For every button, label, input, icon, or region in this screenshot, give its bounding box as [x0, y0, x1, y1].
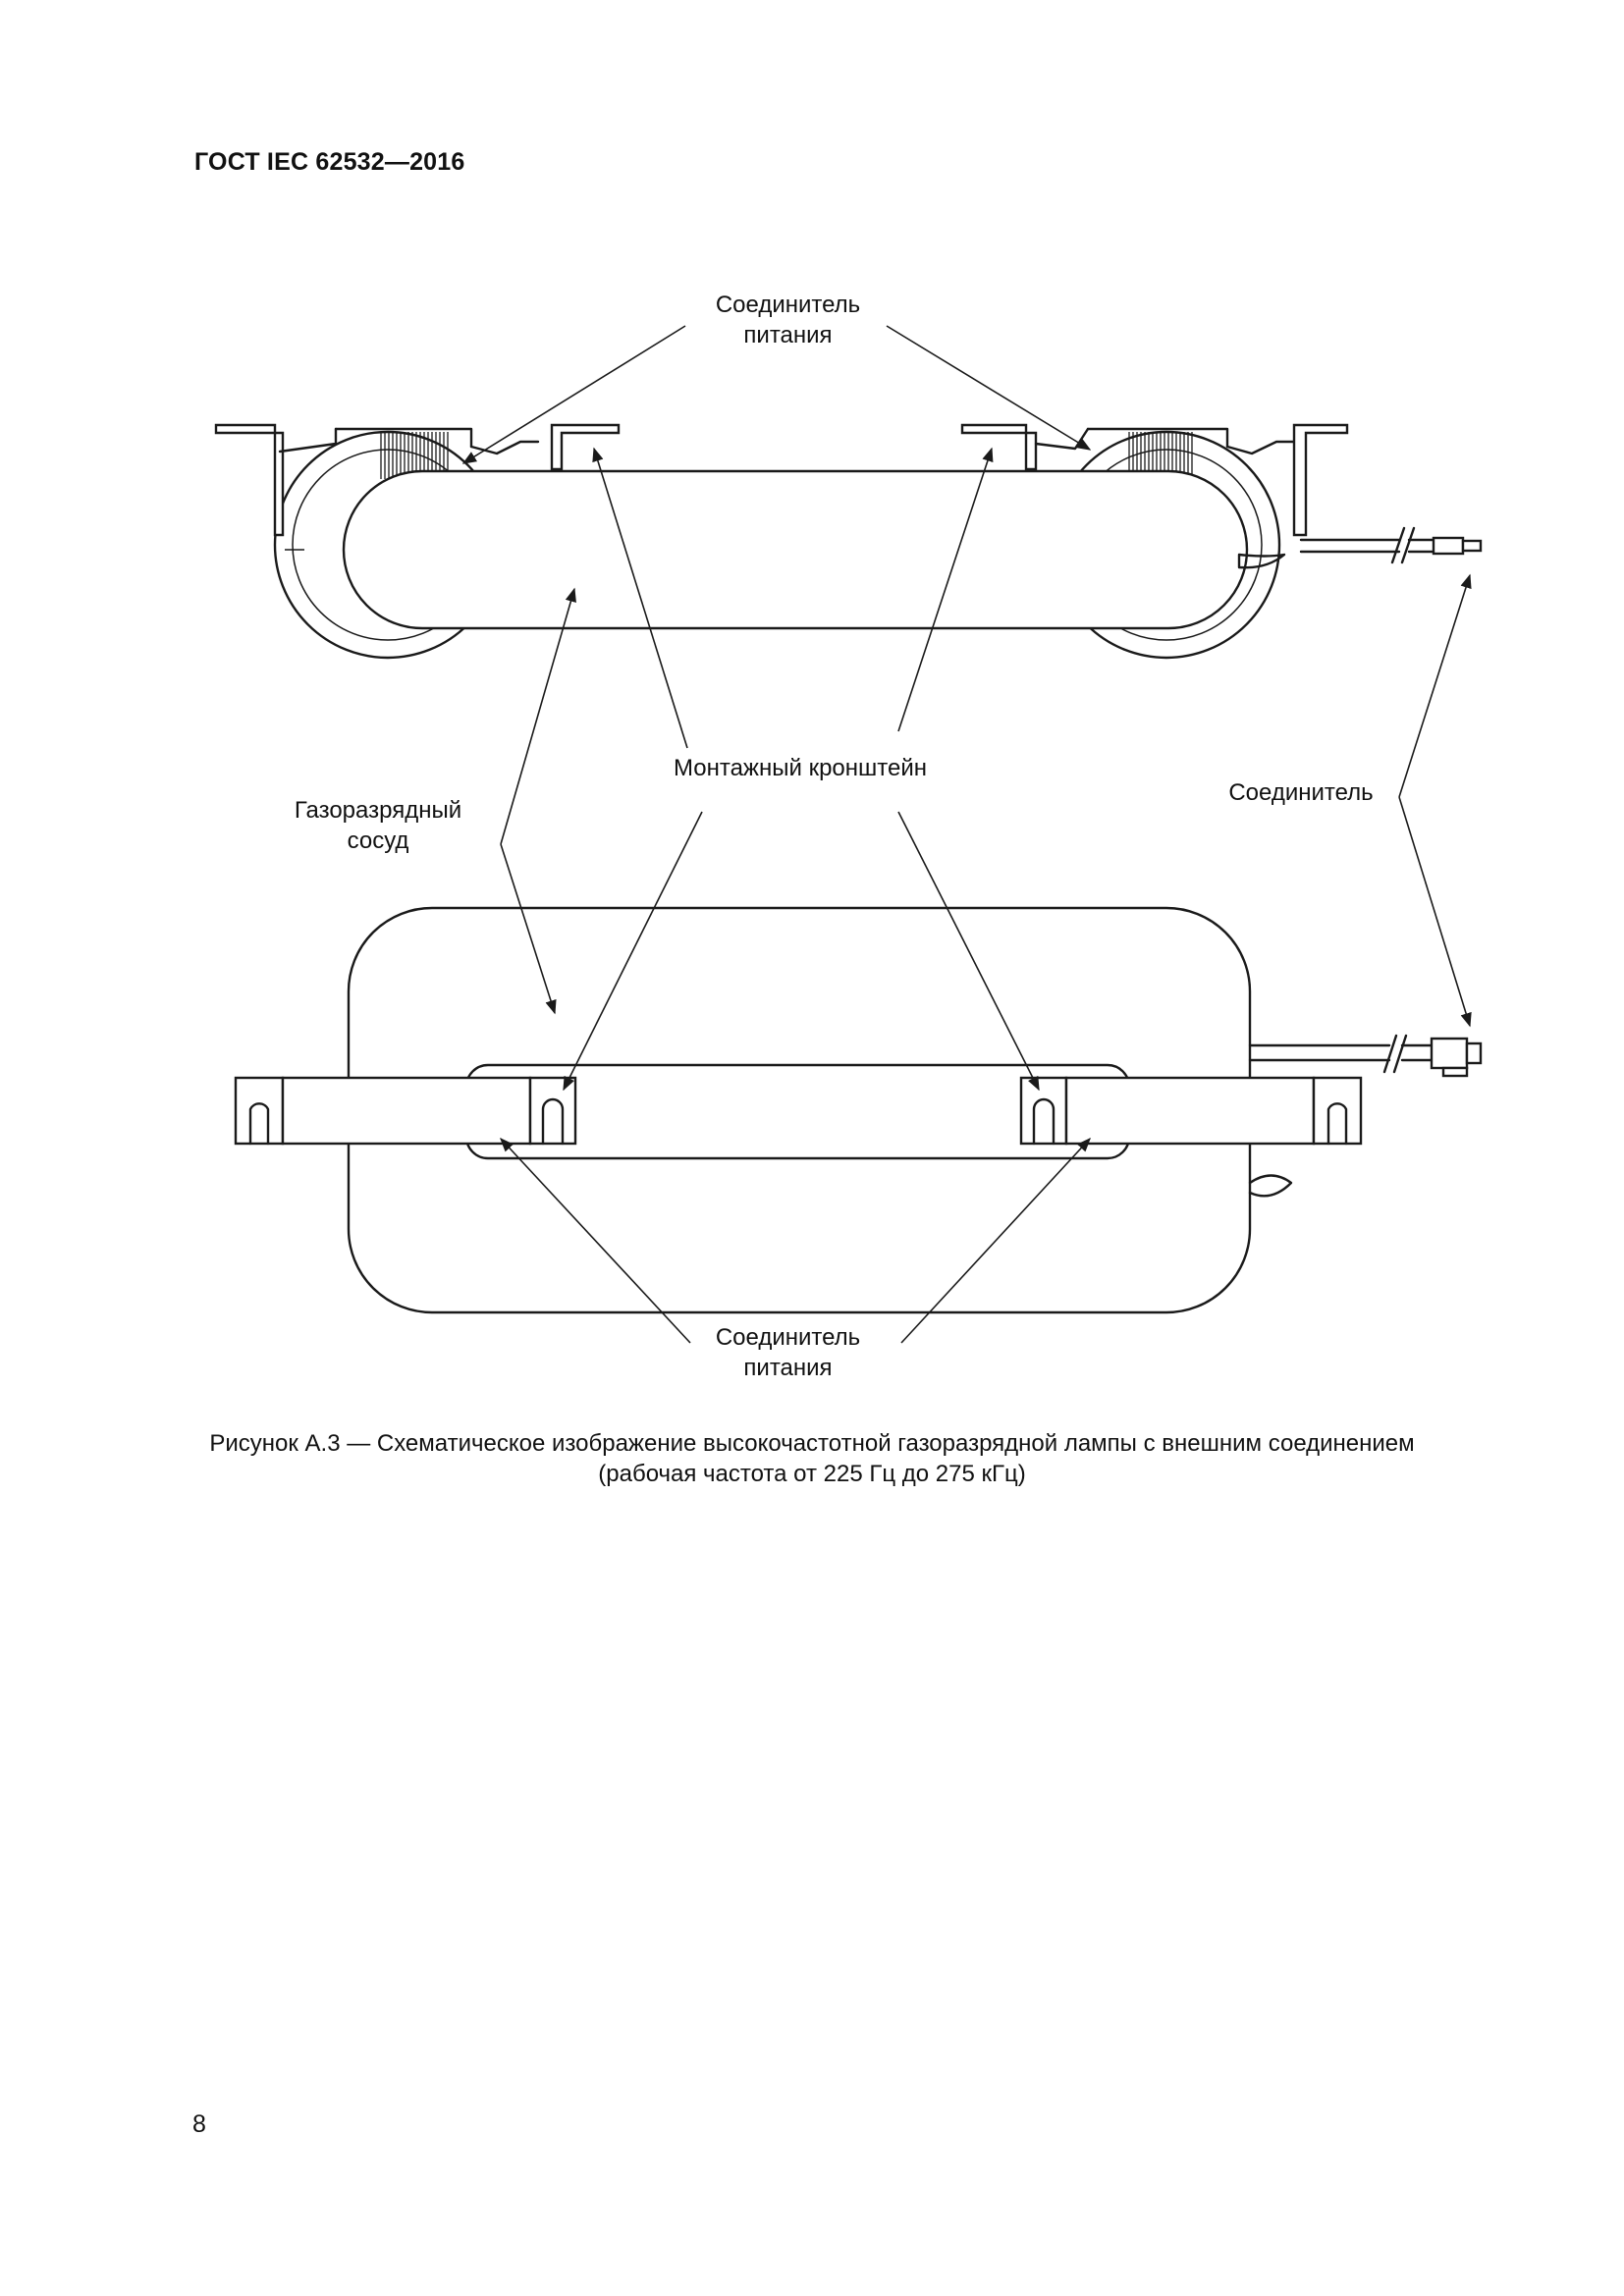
- discharge-vessel-top: [344, 471, 1247, 628]
- label-line: Соединитель: [1228, 779, 1374, 806]
- label-line: Монтажный кронштейн: [674, 755, 927, 781]
- top-view: [216, 425, 1481, 658]
- bottom-left-bracket: [236, 1078, 575, 1144]
- label-line: Соединитель: [715, 1324, 861, 1351]
- label-line: сосуд: [347, 828, 409, 854]
- label-connector: [1213, 777, 1389, 808]
- document-header: ГОСТ IEC 62532—2016: [194, 148, 465, 176]
- caption-line-1: Рисунок А.3 — Схематическое изображение высокочастотной газоразрядной лампы с внешним соединением: [209, 1430, 1415, 1457]
- exhaust-tip-bottom: [1250, 1176, 1291, 1197]
- bottom-cable-connector: [1250, 1036, 1481, 1076]
- page-number: 8: [192, 2110, 206, 2138]
- label-line: питания: [743, 1355, 833, 1381]
- label-line: питания: [743, 322, 833, 348]
- bottom-view: [236, 908, 1481, 1312]
- label-line: Соединитель: [715, 292, 861, 318]
- bottom-right-bracket: [1021, 1078, 1361, 1144]
- label-discharge-vessel: [275, 795, 481, 856]
- label-power-connector-bottom: [687, 1322, 889, 1383]
- label-mounting-bracket: [658, 753, 943, 783]
- label-power-connector-top: [687, 290, 889, 350]
- top-cable-connector: [1301, 528, 1481, 562]
- figure-caption: [0, 1428, 1624, 1489]
- caption-line-2: (рабочая частота от 225 Гц до 275 кГц): [598, 1461, 1026, 1487]
- label-line: Газоразрядный: [294, 797, 462, 824]
